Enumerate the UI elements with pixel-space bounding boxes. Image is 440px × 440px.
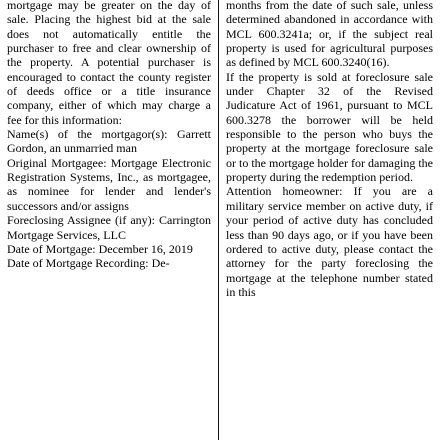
column-divider [218, 0, 219, 440]
mortgage-date-paragraph: Date of Mortgage: December 16, 2019 [7, 241, 193, 256]
redemption-period-paragraph: months from the date of such sale, unless determined abandoned in accordance with MCL 600.3241a; or, if the subject real property is used for agricultural purposes as defined by MCL 600.3240(16). [226, 0, 433, 70]
mortgagor-names-paragraph: Name(s) of the mortgagor(s): Garrett Gordon, an unmarried man [7, 127, 211, 156]
original-mortgagee-paragraph: Original Mortgagee: Mortgage Electronic Registration Systems, Inc., as mortgagee, as nominee for lender and lender's successors and/or assigns [7, 155, 211, 213]
foreclosing-assignee-paragraph: Foreclosing Assignee (if any): Carrington Mortgage Services, LLC [7, 213, 211, 242]
right-column [226, 0, 433, 299]
sale-disclaimer-paragraph: mortgage may be greater on the day of sale. Placing the highest bid at the sale does not automatically entitle the purchaser to free and clear ownership of the property. A potential purchaser is encouraged to contact the county register of deeds office or a title insurance company, either of which may charge a fee for this information: [7, 0, 211, 127]
mortgage-recording-date-paragraph: Date of Mortgage Recording: De- [7, 256, 170, 271]
military-homeowner-paragraph: Attention homeowner: If you are a military service member on active duty, if your period of active duty has concluded less than 90 days ago, or if you have been ordered to active duty, please contact the attorney for the party foreclosing the mortgage at the telephone number stated in this [226, 184, 433, 299]
left-column [7, 0, 211, 271]
borrower-responsibility-paragraph: If the property is sold at foreclosure sale under Chapter 32 of the Revised Judicature Act of 1961, pursuant to MCL 600.3278 the borrower will be held responsible to the person who buys the property at the mortgage foreclosure sale or to the mortgage holder for damaging the property during the redemption period. [226, 69, 433, 185]
